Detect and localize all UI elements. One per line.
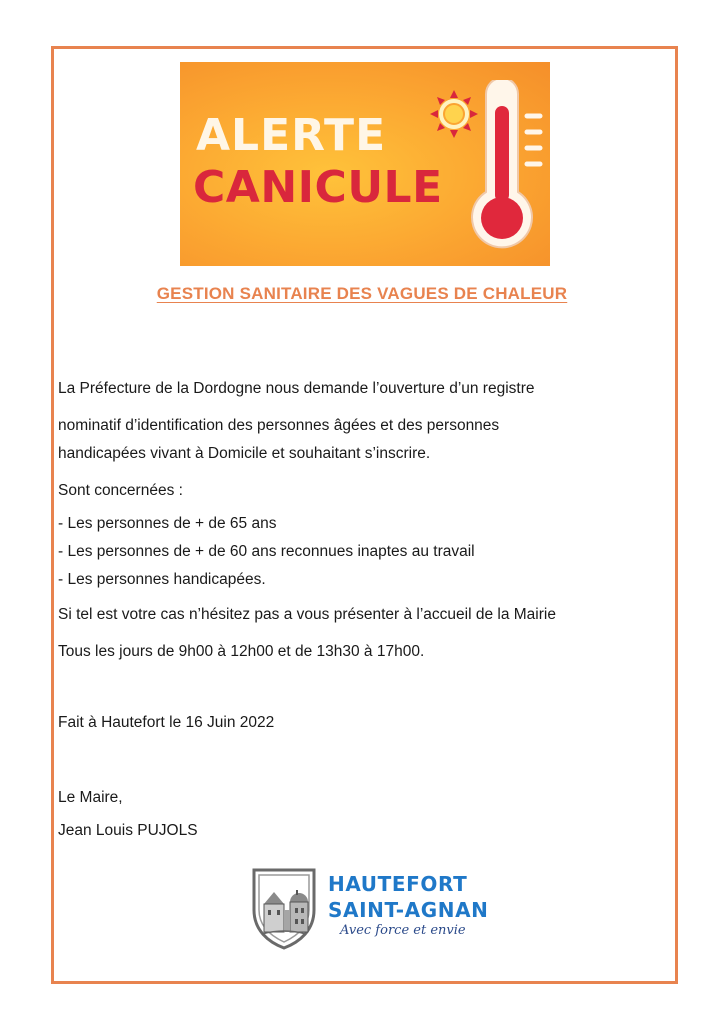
banner-title-line2: CANICULE	[193, 162, 443, 213]
intro-line-3: handicapées vivant à Domicile et souhaitant s’inscrire.	[58, 445, 431, 462]
logo-name-line1: HAUTEFORT	[328, 872, 468, 896]
signatory-name: Jean Louis PUJOLS	[58, 822, 198, 839]
list-item-1: - Les personnes de + de 65 ans	[58, 515, 277, 532]
intro-line-1: La Préfecture de la Dordogne nous demande l’ouverture d’un registre	[58, 380, 535, 397]
heading-text: GESTION SANITAIRE DES VAGUES DE CHALEUR	[156, 284, 568, 303]
place-date: Fait à Hautefort le 16 Juin 2022	[58, 714, 275, 731]
logo-tagline: Avec force et envie	[340, 923, 466, 938]
municipality-logo	[250, 864, 490, 954]
list-item-3: - Les personnes handicapées.	[58, 571, 266, 588]
castle-shield-icon	[250, 864, 318, 950]
intro-line-2: nominatif d’identification des personnes âgées et des personnes	[58, 417, 500, 434]
call-to-action: Si tel est votre cas n’hésitez pas a vous présenter à l’accueil de la Mairie	[58, 606, 556, 623]
opening-hours: Tous les jours de 9h00 à 12h00 et de 13h30 à 17h00.	[58, 643, 425, 660]
sun-icon	[430, 90, 478, 138]
banner-title-line1: ALERTE	[196, 110, 387, 161]
page-heading	[0, 284, 724, 304]
alert-banner	[180, 62, 550, 266]
list-item-2: - Les personnes de + de 60 ans reconnues inaptes au travail	[58, 543, 475, 560]
signatory-role: Le Maire,	[58, 789, 123, 806]
logo-name-line2: SAINT-AGNAN	[328, 898, 489, 922]
thermometer-icon	[424, 80, 548, 260]
concerned-label: Sont concernées :	[58, 482, 183, 499]
